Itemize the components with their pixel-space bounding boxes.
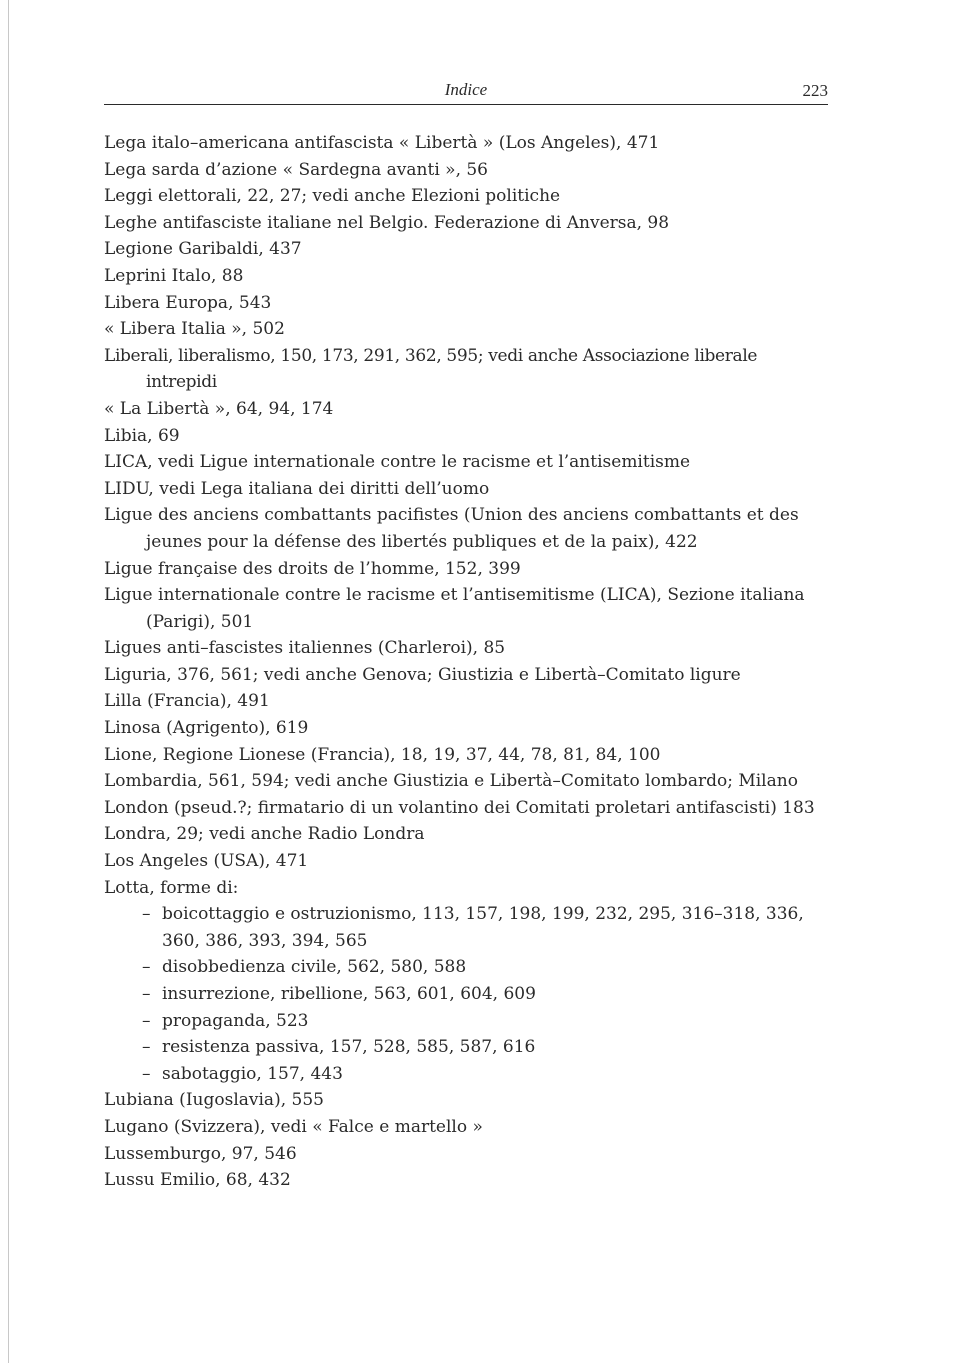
index-entry: Ligues anti–fascistes italiennes (Charleroi), 85 bbox=[104, 638, 506, 659]
index-subentry bbox=[104, 901, 832, 954]
subentry-text: resistenza passiva, 157, 528, 585, 587, 616 bbox=[162, 1037, 536, 1058]
index-entry: LICA, vedi Ligue internationale contre le racisme et l’antisemitisme bbox=[104, 452, 691, 473]
subentry-dash: – bbox=[142, 1010, 151, 1031]
index-entry: Legione Garibaldi, 437 bbox=[104, 239, 302, 260]
index-entry: Lilla (Francia), 491 bbox=[104, 691, 270, 712]
index-entry: Lega italo–americana antifascista « Libertà » (Los Angeles), 471 bbox=[104, 133, 660, 153]
index-subentry bbox=[104, 981, 832, 1008]
index-entry: Linosa (Agrigento), 619 bbox=[104, 718, 309, 739]
scan-edge-line bbox=[8, 0, 9, 1363]
page-header bbox=[104, 80, 828, 105]
index-entry: Libia, 69 bbox=[104, 425, 180, 446]
index-entry: London (pseud.?; firmatario di un volantino dei Comitati proletari antifascisti) 183 bbox=[104, 797, 815, 818]
index-entry: Leghe antifasciste italiane nel Belgio. Federazione di Anversa, 98 bbox=[104, 212, 670, 233]
subentry-dash: – bbox=[142, 984, 151, 1004]
index-entry: Ligue des anciens combattants pacifistes (Union des anciens combattants et des jeunes pour la défense des libertés publiques et de la paix), 422 bbox=[104, 505, 799, 552]
index-entry: Lussemburgo, 97, 546 bbox=[104, 1143, 297, 1164]
index-entry: Lega sarda d’azione « Sardegna avanti », 56 bbox=[104, 159, 489, 180]
index-entry: Ligue française des droits de l’homme, 152, 399 bbox=[104, 558, 521, 579]
index-list bbox=[104, 130, 832, 1194]
index-entry: « Libera Italia », 502 bbox=[104, 319, 285, 340]
index-entry: Leggi elettorali, 22, 27; vedi anche Elezioni politiche bbox=[104, 186, 561, 207]
subentry-dash: – bbox=[142, 904, 151, 925]
subentry-dash: – bbox=[142, 1037, 151, 1058]
index-entry: « La Libertà », 64, 94, 174 bbox=[104, 398, 334, 419]
running-title: Indice bbox=[444, 80, 488, 99]
index-entry: Ligue internationale contre le racisme et l’antisemitisme (LICA), Sezione italiana (Parigi), 501 bbox=[104, 585, 805, 632]
index-entry: Londra, 29; vedi anche Radio Londra bbox=[104, 824, 425, 845]
subentry-text: insurrezione, ribellione, 563, 601, 604, 609 bbox=[162, 984, 536, 1004]
subentry-text: sabotaggio, 157, 443 bbox=[162, 1063, 343, 1084]
subentry-text: disobbedienza civile, 562, 580, 588 bbox=[162, 957, 467, 978]
index-entry: Lubiana (Iugoslavia), 555 bbox=[104, 1090, 324, 1111]
subentry-text: propaganda, 523 bbox=[162, 1010, 309, 1031]
index-entry: Los Angeles (USA), 471 bbox=[104, 851, 309, 872]
index-entry: Lussu Emilio, 68, 432 bbox=[104, 1170, 291, 1191]
index-entry: Lugano (Svizzera), vedi « Falce e martello » bbox=[104, 1116, 483, 1137]
index-entry: LIDU, vedi Lega italiana dei diritti dell’uomo bbox=[104, 478, 490, 499]
subentry-dash: – bbox=[142, 957, 151, 978]
index-subentry bbox=[104, 1008, 832, 1035]
index-entry: Lombardia, 561, 594; vedi anche Giustizia e Libertà–Comitato lombardo; Milano bbox=[104, 771, 798, 792]
page-number: 223 bbox=[802, 81, 828, 100]
index-entry: Lotta, forme di: bbox=[104, 877, 239, 898]
index-entry: Lione, Regione Lionese (Francia), 18, 19, 37, 44, 78, 81, 84, 100 bbox=[104, 744, 661, 765]
subentry-dash: – bbox=[142, 1063, 151, 1084]
index-entry: Liguria, 376, 561; vedi anche Genova; Giustizia e Libertà–Comitato ligure bbox=[104, 664, 741, 685]
index-entry: Leprini Italo, 88 bbox=[104, 265, 244, 286]
index-entry: Liberali, liberalismo, 150, 173, 291, 362, 595; vedi anche Associazione liberale intrepidi bbox=[104, 345, 758, 393]
index-subentry bbox=[104, 1061, 832, 1088]
index-subentry bbox=[104, 954, 832, 981]
subentry-text: boicottaggio e ostruzionismo, 113, 157, 198, 199, 232, 295, 316–318, 336, 360, 386, 393, 394, 565 bbox=[162, 904, 804, 951]
index-subentry bbox=[104, 1034, 832, 1061]
index-entry: Libera Europa, 543 bbox=[104, 292, 272, 313]
